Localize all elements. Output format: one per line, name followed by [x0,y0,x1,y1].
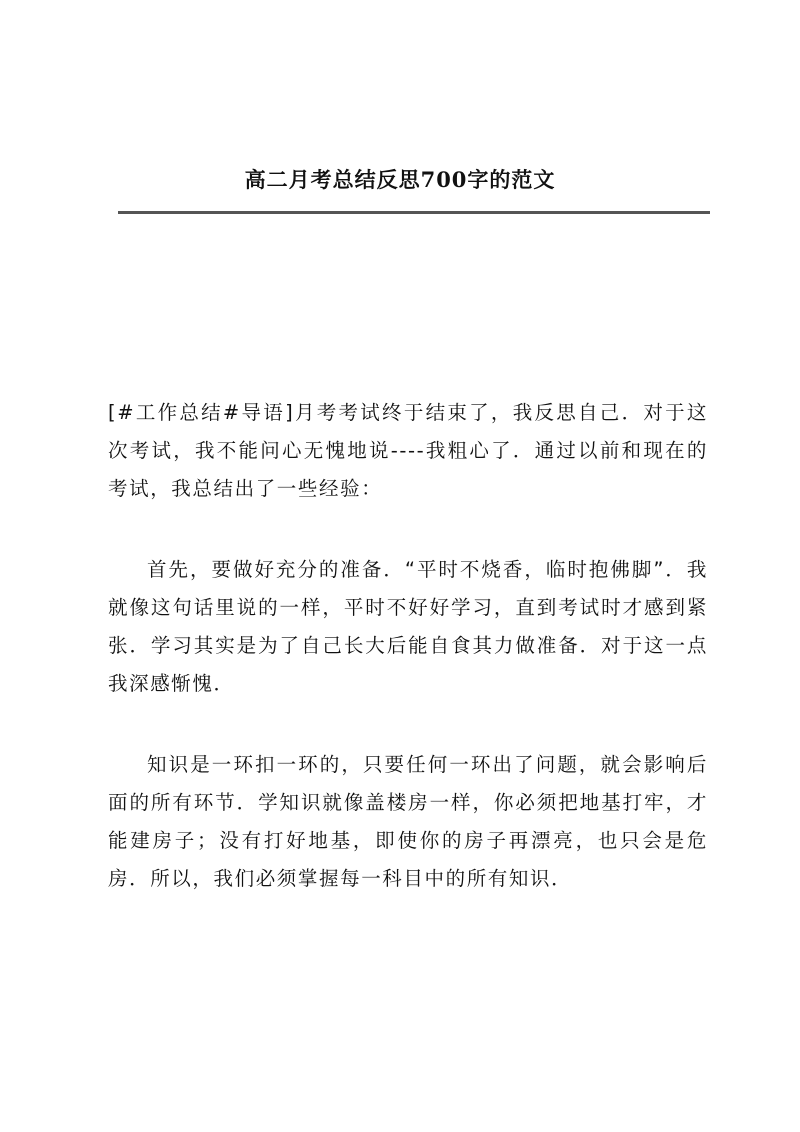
paragraph-knowledge: 知识是一环扣一环的，只要任何一环出了问题，就会影响后面的所有环节．学知识就像盖楼房一样，你必须把地基打牢，才能建房子；没有打好地基，即使你的房子再漂亮，也只会是危房．所以，我们必须掌握每一科目中的所有知识． [108,753,708,890]
paragraph-preparation: 首先，要做好充分的准备．“平时不烧香，临时抱佛脚”．我就像这句话里说的一样，平时不好好学习，直到考试时才感到紧张．学习其实是为了自己长大后能自食其力做准备．对于这一点我深感惭愧． [108,558,708,695]
document-body [108,394,708,898]
title-divider [118,211,710,214]
document-title: 高二月考总结反思700字的范文 [244,167,556,192]
paragraph-intro: [#工作总结#导语]月考考试终于结束了，我反思自己．对于这次考试，我不能问心无愧地说----我粗心了．通过以前和现在的考试，我总结出了一些经验： [108,401,708,500]
